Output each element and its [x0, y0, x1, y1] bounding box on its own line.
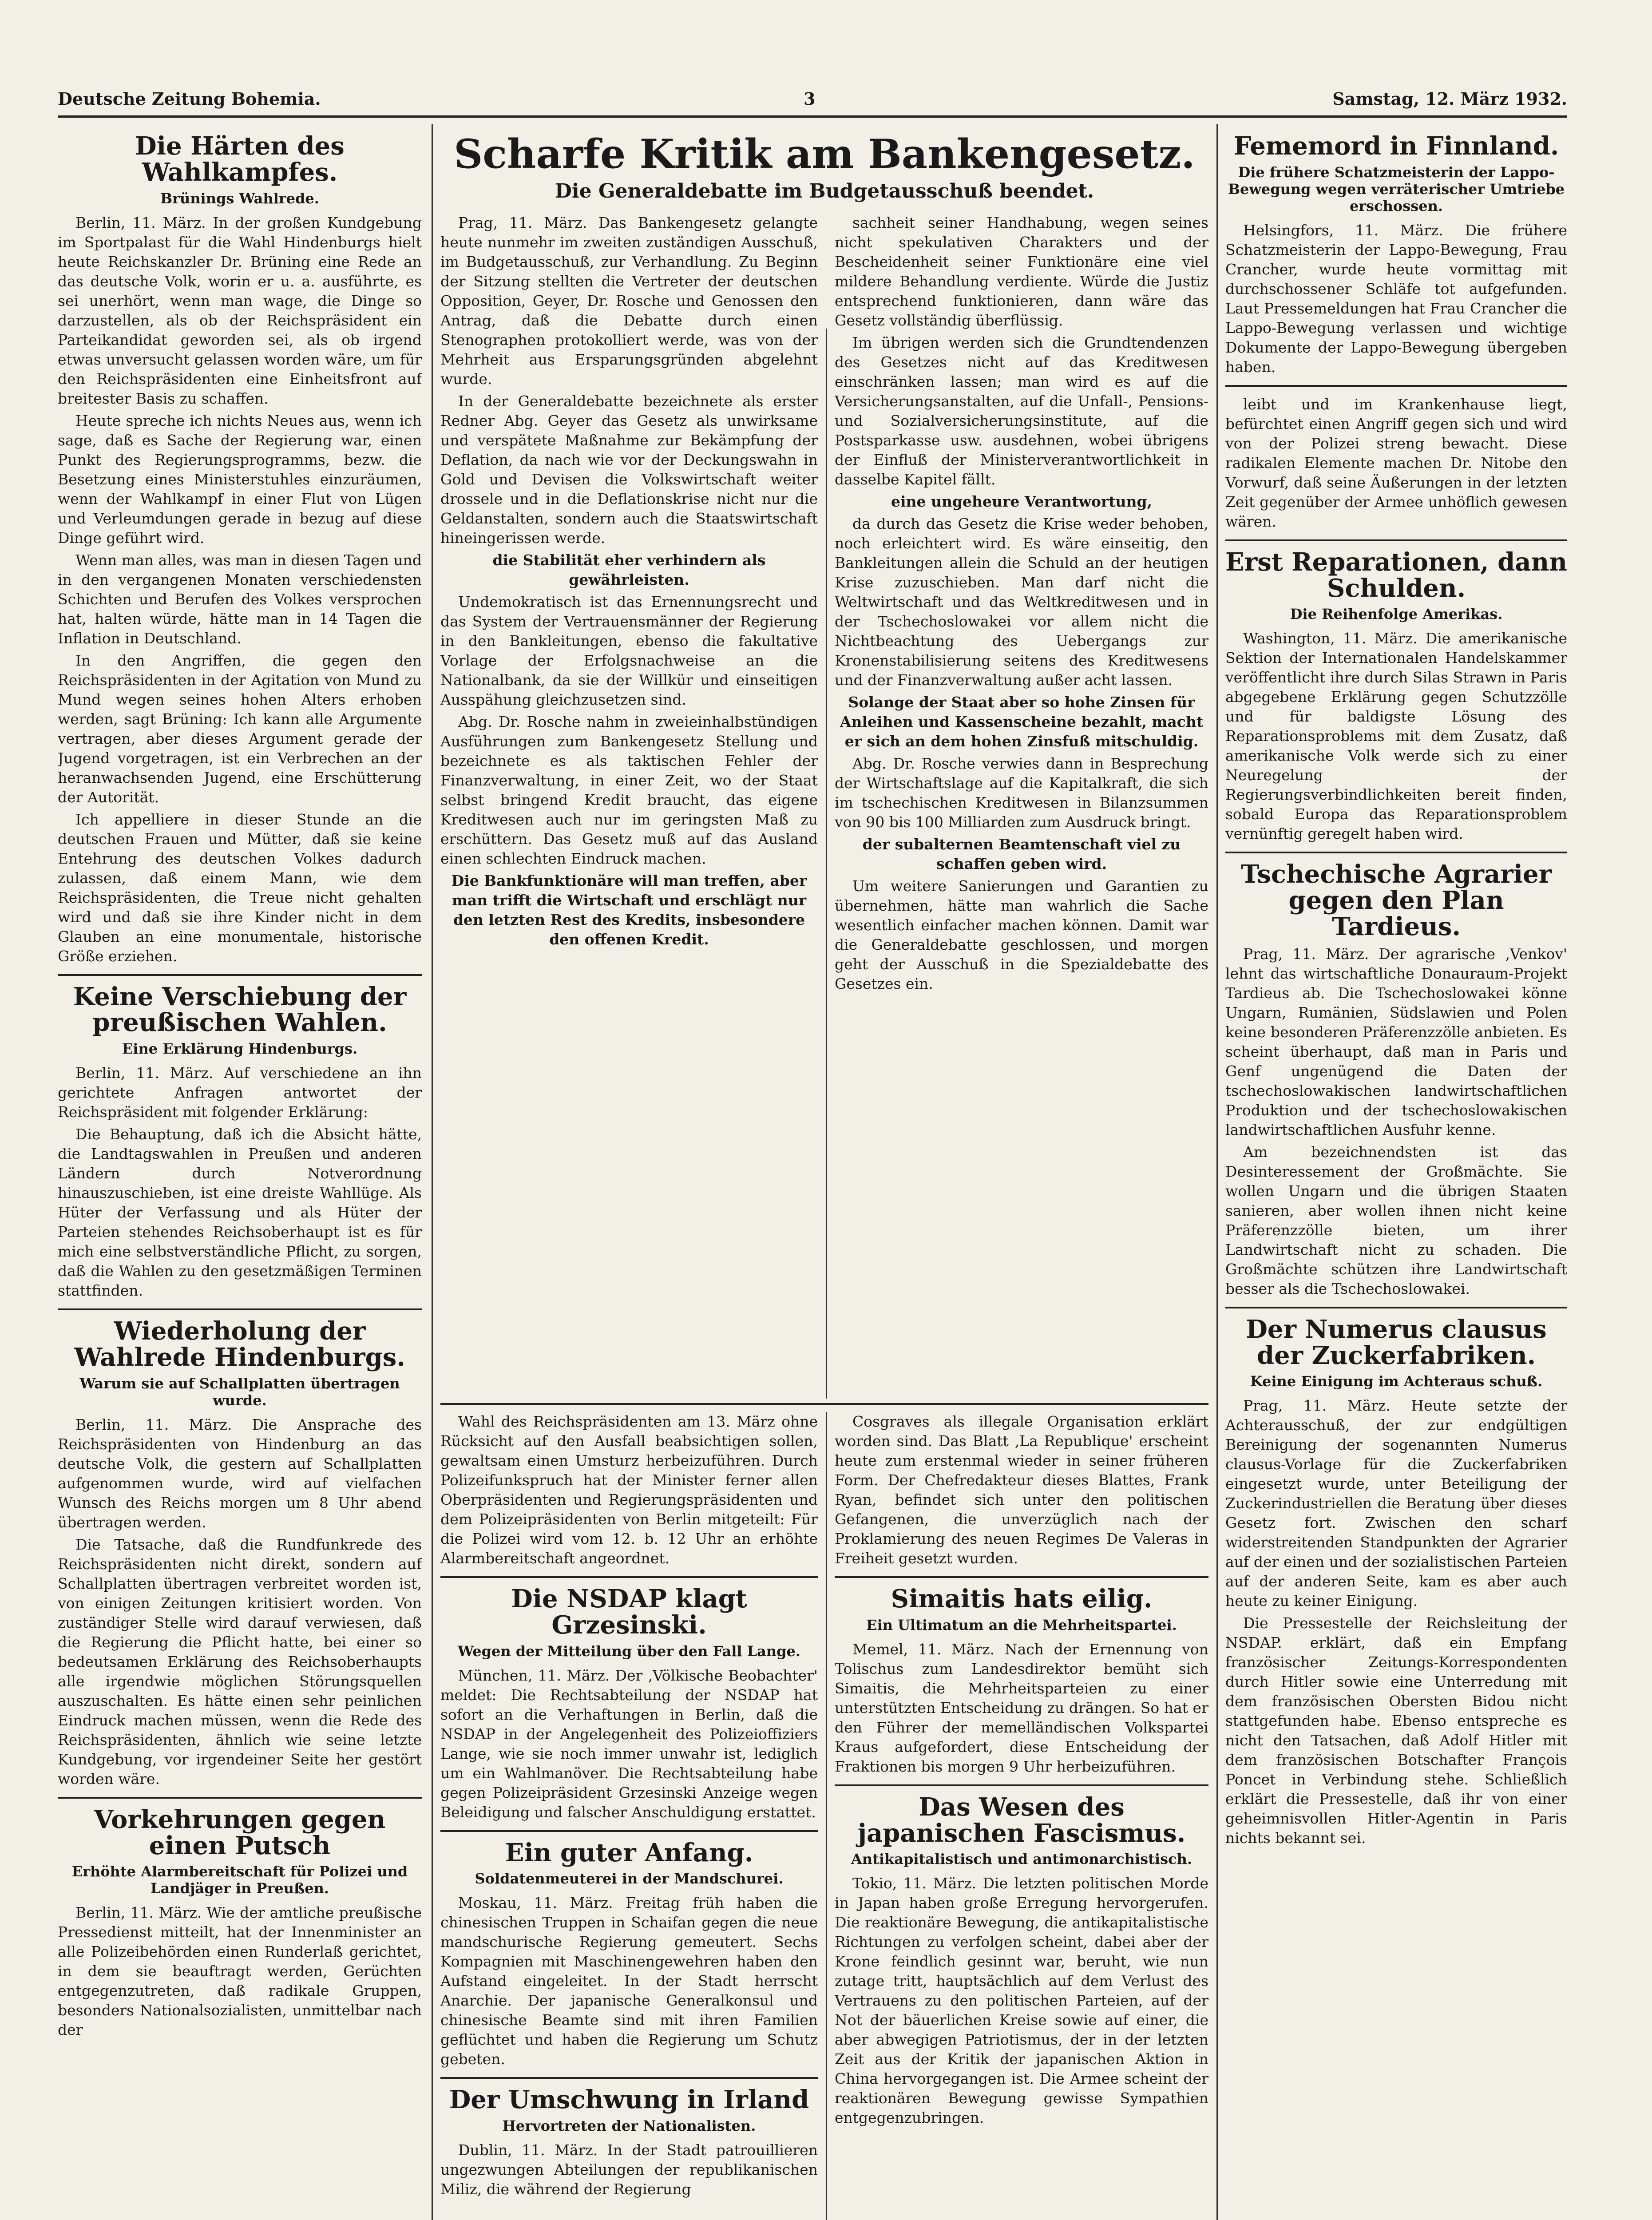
article-divider: [1225, 385, 1567, 387]
paragraph: Moskau, 11. März. Freitag früh haben die chinesischen Truppen in Schaifan gegen die neue mandschurische Regierung gemeutert. Sechs Kompagnien mit Maschinengewehren haben den Aufstand eingeleitet. In der Stadt herrscht Anarchie. Der japanische Generalkonsul und chinesische Beamte sind mit ihren Familien geflüchtet und haben die Regierung um Schutz gebeten.: [440, 1894, 818, 2068]
paragraph: München, 11. März. Der ‚Völkische Beobachter' meldet: Die Rechtsabteilung der NSDAP hat sofort an die Verhaftungen in Berlin, daß die NSDAP in der Angelegenheit des Polizeioffiziers Lange, wie sie noch immer unwahr ist, lediglich um ein Wahlmanöver. Die Rechtsabteilung habe gegen Polizeipräsident Grzesinski Anzeige wegen Beleidigung und falscher Anschuldigung erstattet.: [440, 1666, 818, 1821]
paragraph: Berlin, 11. März. In der großen Kundgebung im Sportpalast für die Wahl Hindenburgs hielt heute Reichskanzler Dr. Brüning eine Rede an das deutsche Volk, worin er u. a. ausführte, es sei unerhört, wenn man wage, die Dinge so darzustellen, als ob der Reichspräsident ein Parteikandidat geworden sei, als ob irgend etwas unversucht gelassen worden wäre, um für den Reichspräsidenten eine Einheitsfront auf breitester Basis zu schaffen.: [58, 214, 422, 407]
column-rule: [432, 124, 433, 2220]
column-rule: [1216, 124, 1218, 2220]
subhead-japan-fascismus: Antikapitalistisch und antimonarchistisch.: [851, 1851, 1192, 1868]
headline-bankengesetz: Scharfe Kritik am Bankengesetz.: [454, 131, 1195, 178]
bold-callout: der subalternen Beamtenschaft viel zu schaffen geben wird.: [862, 836, 1181, 872]
paragraph: Die Behauptung, daß ich die Absicht hätte, die Landtagswahlen in Preußen und anderen Ländern durch Notverordnung hinauszuschieben, ist eine dreiste Wahllüge. Als Hüter der Verfassung und als Hüter der Parteien stehendes Reichsoberhaupt ist es für mich eine selbstverständliche Pflicht, zu sorgen, daß die Wahlen zu den gesetzmäßigen Terminen stattfinden.: [58, 1126, 422, 1300]
section-rule: [440, 1403, 1208, 1405]
paragraph: Dublin, 11. März. In der Stadt patrouillieren ungezwungen Abteilungen der republikanischen Miliz, die während der Regierung: [440, 2141, 818, 2198]
paragraph: Wenn man alles, was man in diesen Tagen und in den vergangenen Monaten verschiedensten Schichten und Berufen des Volkes versprochen hat, halten würde, hätte man in 14 Tagen die Inflation in Deutschland.: [58, 551, 422, 647]
paragraph: Cosgraves als illegale Organisation erklärt worden sind. Das Blatt ‚La Republique' erscheint heute zum erstenmal wieder in seiner früheren Form. Der Chefredakteur dieses Blattes, Frank Ryan, befindet sich unter den politischen Gefangenen, die unverzüglich nach der Proklamierung des neuen Regimes De Valeras in Freiheit gesetzt wurden.: [835, 1413, 1208, 1567]
subhead-reparationen: Die Reihenfolge Amerikas.: [1290, 606, 1503, 623]
paragraph: Ich appelliere in dieser Stunde an die deutschen Frauen und Mütter, daß sie keine Entehrung des deutschen Volkes dadurch zulassen, daß einem Mann, wie dem Reichspräsidenten, die Treue nicht gehalten wird und daß sie ihre Kinder nicht in dem Glauben an eine monumentale, historische Größe erziehen.: [58, 810, 422, 965]
headline-guter-anfang: Ein guter Anfang.: [505, 1838, 753, 1867]
paragraph: Berlin, 11. März. Die Ansprache des Reichspräsidenten von Hindenburg an das deutsche Volk, die gestern auf Schallplatten aufgenommen wurde, wird auf vielfachen Wunsch des Reichs morgen um 8 Uhr abend übertragen werden.: [58, 1415, 422, 1531]
article-divider: [1225, 539, 1567, 541]
article-divider: [58, 1797, 422, 1799]
masthead-paper-name: Deutsche Zeitung Bohemia.: [58, 89, 321, 109]
paragraph: Wahl des Reichspräsidenten am 13. März ohne Rücksicht auf den Ausfall beabsichtigen sollen, gewaltsam einen Umsturz herbeizuführen. Durch Polizeifunkspruch hat der Minister ferner allen Oberpräsidenten und Regierungspräsidenten und dem Polizeipräsidenten von Berlin mitgeteilt: Für die Polizei wird vom 12. b. 12 Uhr an erhöhte Alarmbereitschaft angeordnet.: [440, 1413, 818, 1567]
headline-agrarier-tardieu: Tschechische Agrarier gegen den Plan Tardieus.: [1240, 860, 1552, 941]
newspaper-page: [58, 80, 1567, 2220]
subhead-irland: Hervortreten der Nationalisten.: [502, 2117, 756, 2135]
column-rule: [826, 329, 827, 1399]
headline-irland: Der Umschwung in Irland: [449, 2085, 809, 2115]
article-divider: [835, 1576, 1208, 1578]
paragraph: Abg. Dr. Rosche verwies dann in Besprechung der Wirtschaftslage auf die Kapitalkraft, die sich im tschechischen Kreditwesen in Bilanzsummen von 90 bis 100 Milliarden zum Ausdruck bringt.: [835, 755, 1208, 831]
headline-nsdap-grzesinski: Die NSDAP klagt Grzesinski.: [511, 1584, 747, 1640]
paragraph: Berlin, 11. März. Wie der amtliche preußische Pressedienst mitteilt, hat der Innenminister an alle Polizeibehörden einen Runderlaß gerichtet, in dem sie beauftragt werden, Gerüchten entgegenzutreten, daß radikale Gruppen, besonders Nationalsozialisten, unmittelbar nach der: [58, 1904, 422, 2039]
paragraph: Helsingfors, 11. März. Die frühere Schatzmeisterin der Lappo-Bewegung, Frau Crancher, wurde heute vormittag mit durchschossener Schläfe tot aufgefunden. Laut Pressemeldungen hat Frau Crancher die Lappo-Bewegung verlassen und wichtige Dokumente der Lappo-Bewegung übergeben haben.: [1225, 221, 1567, 376]
column-main-a: [440, 213, 818, 1394]
subhead-numerus-clausus: Keine Einigung im Achteraus schuß.: [1250, 1373, 1543, 1390]
subhead-putsch: Erhöhte Alarmbereitschaft für Polizei und Landjäger in Preußen.: [71, 1863, 408, 1897]
article-divider: [440, 1576, 818, 1578]
headline-numerus-clausus: Der Numerus clausus der Zuckerfabriken.: [1246, 1314, 1547, 1370]
paragraph: Prag, 11. März. Der agrarische ‚Venkov' lehnt das wirtschaftliche Donauraum-Projekt Tardieus ab. Die Tschechoslowakei könne Ungarn, Rumänien, Südslawien und Polen keine besonderen Präferenzzölle anbieten. Es scheint überhaupt, daß man in Paris und Genf ungenügend die Daten der tschechoslowakischen landwirtschaftlichen Produktion und der tschechoslowakischen landwirtschaftlichen Ausfuhr kenne.: [1225, 945, 1567, 1138]
bold-callout: Die Bankfunktionäre will man treffen, aber man trifft die Wirtschaft und erschlägt nur den letzten Rest des Kredits, insbesondere den offenen Kredit.: [451, 872, 807, 948]
column-right: [1225, 129, 1567, 2220]
article-divider: [1225, 852, 1567, 853]
masthead-date: Samstag, 12. März 1932.: [1332, 89, 1567, 109]
headline-reparationen: Erst Reparationen, dann Schulden.: [1225, 547, 1567, 603]
paragraph: Undemokratisch ist das Ernennungsrecht und das System der Vertrauensmänner der Regierung in den Bankleitungen, ebenso die fakultative Vorlage der Erfolgsnachweise an die Nationalbank, da sie der Willkür und einseitigen Ausspähung gleichzusetzen sind.: [440, 593, 818, 708]
headline-wahlrede-hindenburg: Wiederholung der Wahlrede Hindenburgs.: [74, 1316, 405, 1372]
headline-wahlkampf: Die Härten des Wahlkampfes.: [135, 131, 345, 187]
paragraph: Um weitere Sanierungen und Garantien zu übernehmen, hätte man wahrlich die Sache wesentlich einfacher machen können. Damit war die Generaldebatte geschlossen, und morgen geht der Ausschuß in die Spezialdebatte des Gesetzes ein.: [835, 877, 1208, 992]
paragraph: In den Angriffen, die gegen den Reichspräsidenten in der Agitation von Mund zu Mund wegen seines hohen Alters erhoben werden, sagt Brüning: Ich kann alle Argumente vertragen, aber dieses Argument gerade der Jugend vorgetragen, ist ein Verbrechen an der heranwachsenden Jugend, eine Erschütterung der Autorität.: [58, 651, 422, 806]
headline-putsch: Vorkehrungen gegen einen Putsch: [94, 1804, 386, 1860]
headline-simaitis: Simaitis hats eilig.: [891, 1584, 1153, 1613]
column-main-b: [835, 213, 1208, 1394]
masthead-page-number: 3: [804, 89, 816, 109]
column-rule: [826, 1412, 827, 2220]
paragraph: Tokio, 11. März. Die letzten politischen Morde in Japan haben große Erregung hervorgerufen. Die reaktionäre Bewegung, die antikapitalistische Richtungen zu verfolgen scheint, dabei aber der Krone feindlich gesinnt war, beruht, wie nun zutage tritt, hauptsächlich auf dem Verlust des Vertrauens zu den politischen Parteien, auf der Not der bäuerlichen Kreise sowie auf einer, die aber abwegigen Patriotismus, der in der letzten Zeit aus der Kritik der japanischen Aktion in China hervorgegangen ist. Die Armee scheint der reaktionären Bewegung gewisse Sympathien entgegenzubringen.: [835, 1875, 1208, 2127]
paragraph: In der Generaldebatte bezeichnete als erster Redner Abg. Geyer das Gesetz als unwirksame und verspätete Maßnahme zur Bekämpfung der Deflation, da nach wie vor der Deckungswahn in Gold und Devisen die Volkswirtschaft weiter drossele und in die Deflationskrise nicht nur die Geldanstalten, sondern auch die Staatswirtschaft hineingerissen werde.: [440, 392, 818, 547]
article-divider: [58, 974, 422, 976]
subhead-wahlrede-hindenburg: Warum sie auf Schallplatten übertragen wurde.: [79, 1375, 400, 1409]
paragraph: sachheit seiner Handhabung, wegen seines nicht spekulativen Charakters und der Bescheidenheit seiner Funktionäre eine viel mildere Behandlung verdiente. Würde die Justiz entsprechend funktionieren, dann wäre das Gesetz vollständig überflüssig.: [835, 214, 1208, 329]
paragraph: Berlin, 11. März. Auf verschiedene an ihn gerichtete Anfragen antwortet der Reichspräsident mit folgender Erklärung:: [58, 1064, 422, 1121]
bold-callout: die Stabilität eher verhindern als gewährleisten.: [492, 551, 766, 588]
subhead-nsdap-grzesinski: Wegen der Mitteilung über den Fall Lange.: [457, 1642, 801, 1660]
paragraph: Prag, 11. März. Das Bankengesetz gelangte heute nunmehr im zweiten zuständigen Ausschuß, im Budgetausschuß, zur Verhandlung. Zu Beginn der Sitzung stellten die Vertreter der deutschen Opposition, Geyer, Dr. Rosche und Genossen den Antrag, daß die Debatte durch einen Stenographen protokolliert werde, was von der Mehrheit aus Ersparungsgründen abgelehnt wurde.: [440, 214, 818, 388]
article-divider: [1225, 1307, 1567, 1308]
paragraph: Memel, 11. März. Nach der Ernennung von Tolischus zum Landesdirektor bemüht sich Simaitis, die Mehrheitsparteien zu einer unterstützten Entscheidung zu drängen. So hat er den Führer der memelländischen Volkspartei Kraus aufgefordert, diese Entscheidung der Fraktionen bis morgen 9 Uhr herbeizuführen.: [835, 1640, 1208, 1775]
article-divider: [440, 2077, 818, 2079]
subhead-guter-anfang: Soldatenmeuterei in der Mandschurei.: [475, 1870, 784, 1887]
subhead-wahlkampf: Brünings Wahlrede.: [160, 190, 319, 207]
headline-fememord: Fememord in Finnland.: [1233, 131, 1559, 161]
paragraph: Im übrigen werden sich die Grundtendenzen des Gesetzes nicht auf das Kreditwesen einschränken lassen; man wird es auf die Versicherungsanstalten, auf die Unfall-, Pensions- und Sozialversicherungsinstitute, auf die Postsparkasse usw. ausdehnen, wobei übrigens der Einfluß der Ministerverantwortlichkeit in dasselbe Kapitel fällt.: [835, 334, 1208, 488]
headline-preussische-wahlen: Keine Verschiebung der preußischen Wahlen.: [73, 982, 407, 1038]
headline-japan-fascismus: Das Wesen des japanischen Fascismus.: [857, 1792, 1186, 1848]
masthead: [58, 80, 1567, 118]
paragraph: Am bezeichnendsten ist das Desinteressement der Großmächte. Sie wollen Ungarn und die übrigen Staaten sanieren, aber wollen ihnen nicht keine Präferenzzölle bieten, um ihrer Landwirtschaft nicht zu schaden. Die Großmächte schützen ihre Landwirtschaft besser als die Tschechoslowakei.: [1225, 1143, 1567, 1297]
paragraph: Die Pressestelle der Reichsleitung der NSDAP. erklärt, daß ein Empfang französischer Zeitungs-Korrespondenten durch Hitler sowie eine Unterredung mit dem französischen Obersten Bidou nicht stattgefunden habe. Ebenso entspreche es nicht den Tatsachen, daß Adolf Hitler mit dem französischen Botschafter François Poncet in Verbindung stehe. Schließlich erklärt die Pressestelle, daß ihr von einer geheimnisvollen Hitler-Agentin in Paris nichts bekannt sei.: [1225, 1614, 1567, 1847]
column-left: [58, 129, 422, 2220]
bold-callout: eine ungeheure Verantwortung,: [891, 493, 1153, 510]
subhead-fememord: Die frühere Schatzmeisterin der Lappo-Bewegung wegen verräterischer Umtriebe erschossen.: [1228, 163, 1565, 214]
paragraph: Die Tatsache, daß die Rundfunkrede des Reichspräsidenten nicht direkt, sondern auf Schallplatten übertragen verbreitet worden ist, von einigen Zeitungen kritisiert worden. Von zuständiger Stelle wird darauf verwiesen, daß die Regierung die Pflicht hatte, bei einer so bedeutsamen Erklärung des Reichsoberhaupts alle irgendwie möglichen Störungsquellen auszuschalten. Es hätte einen sehr peinlichen Eindruck machen müssen, wenn die Rede des Reichspräsidenten, ähnlich wie seine letzte Kundgebung, vor irgendeiner Seite her gestört worden wäre.: [58, 1535, 422, 1788]
paragraph: Abg. Dr. Rosche nahm in zweieinhalbstündigen Ausführungen zum Bankengesetz Stellung und bezeichnete es als taktischen Fehler der Finanzverwaltung, in einer Zeit, wo der Staat selbst bringend Kredit braucht, das eigene Kreditwesen auch nur im geringsten Maß zu erschüttern. Das Gesetz muß auf das Ausland einen schlechten Eindruck machen.: [440, 713, 818, 867]
column-lower-mid-left: [440, 1412, 818, 2220]
paragraph: da durch das Gesetz die Krise weder behoben, noch erleichtert wird. Es wäre einseitig, den Bankleitungen allein die Schuld an der heutigen Krise zuzuschieben. Man darf nicht die Weltwirtschaft und das Weltkreditwesen und in der Tschechoslowakei vor allem nicht die Nichtbeachtung des Uebergangs zur Kronenstabilisierung seitens des Kreditwesens und der Finanzverwaltung außer acht lassen.: [835, 515, 1208, 689]
paragraph: Washington, 11. März. Die amerikanische Sektion der Internationalen Handelskammer veröffentlicht ihre durch Silas Strawn in Paris abgegebene Erklärung gegen Schutzzölle und für baldigste Lösung des Reparationsproblems mit dem Zusatz, daß amerikanische Volk werde sich zu einer Neuregelung der Regierungsverbindlichkeiten bereit finden, sobald Europa das Reparationsproblem vernünftig geregelt haben wird.: [1225, 630, 1567, 843]
bold-callout: Solange der Staat aber so hohe Zinsen für Anleihen und Kassenscheine bezahlt, macht er sich an dem hohen Zinsfuß mitschuldig.: [840, 694, 1204, 750]
paragraph: leibt und im Krankenhause liegt, befürchtet einen Angriff gegen sich und wird von der Polizei streng bewacht. Diese radikalen Elemente machen Dr. Nitobe den Vorwurf, daß seine Äußerungen in der letzten Zeit gegenüber der Armee unhöflich gewesen wären.: [1225, 395, 1567, 530]
paragraph: Heute spreche ich nichts Neues aus, wenn ich sage, daß es Sache der Regierung war, einen Punkt des Regierungsprogramms, bezw. die Besetzung eines Ministerstuhles einzuräumen, wenn der Wahlkampf in einer Flut von Lügen und Verleumdungen gerade in bezug auf diese Dinge geführt wird.: [58, 412, 422, 547]
article-divider: [440, 1830, 818, 1832]
subhead-simaitis: Ein Ultimatum an die Mehrheitspartei.: [866, 1616, 1177, 1633]
column-lower-mid-right: [835, 1412, 1208, 2220]
article-divider: [835, 1784, 1208, 1786]
article-divider: [58, 1308, 422, 1310]
subhead-bankengesetz: Die Generaldebatte im Budgetausschuß beendet.: [555, 179, 1094, 202]
subhead-preussische-wahlen: Eine Erklärung Hindenburgs.: [122, 1040, 358, 1058]
paragraph: Prag, 11. März. Heute setzte der Achterausschuß, der zur endgültigen Bereinigung der sogenannten Numerus clausus-Vorlage für die Zuckerfabriken eingesetzt wurde, unter Beteiligung der Zuckerindustriellen die Beratung über dieses Gesetz fort. Zwischen den scharf widerstreitenden Standpunkten der Agrarier auf der einen und der sozialistischen Parteien auf der anderen Seite, kam es aber auch heute zu keiner Einigung.: [1225, 1397, 1567, 1610]
